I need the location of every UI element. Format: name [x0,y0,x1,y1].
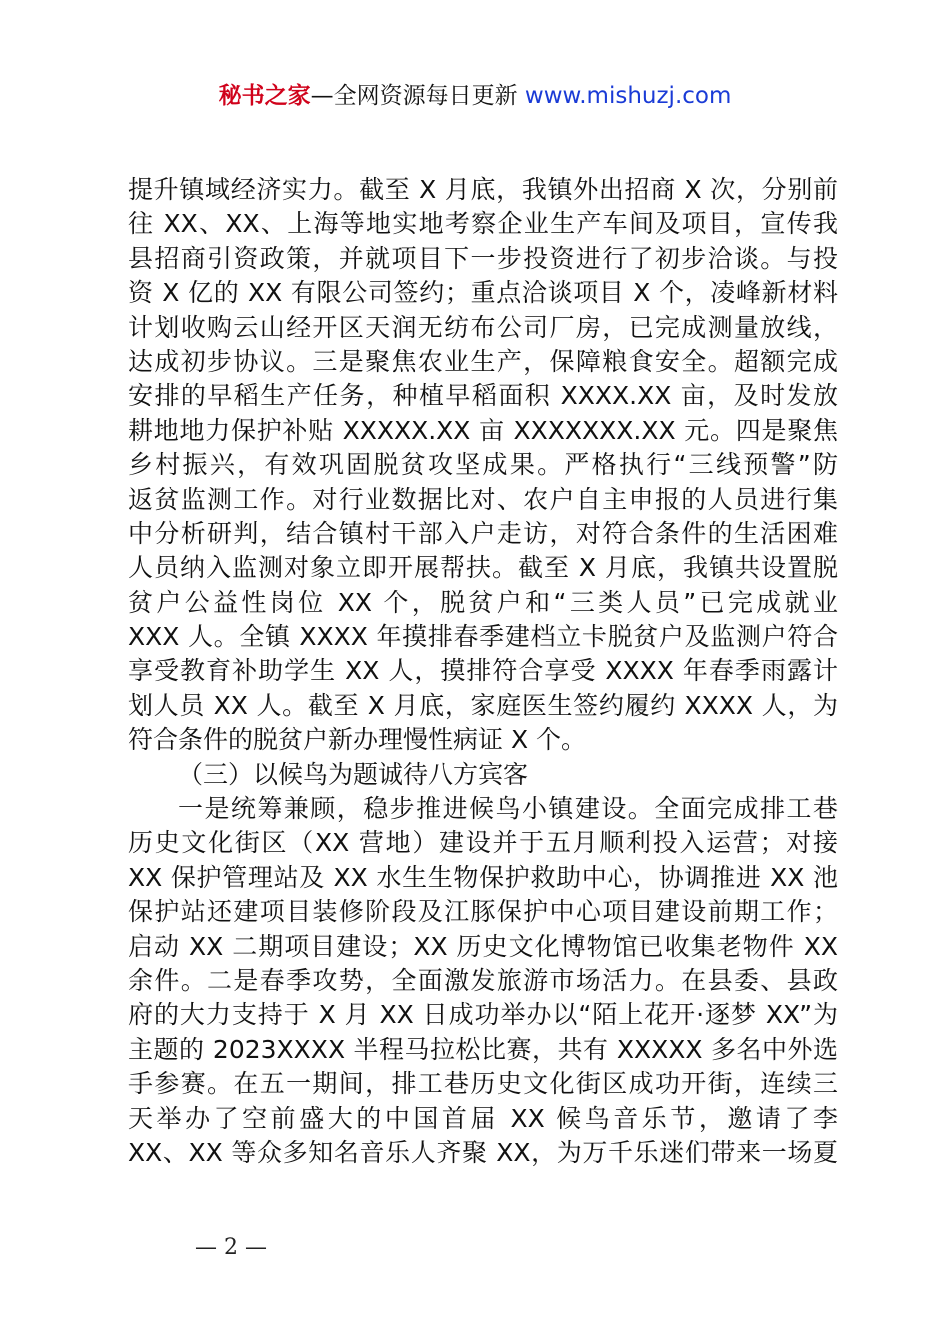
text-line: 天举办了空前盛大的中国首届 XX 候鸟音乐节，邀请了李 [128,1103,838,1133]
text-line: 贫户公益性岗位 XX 个，脱贫户和“三类人员”已完成就业 [128,587,838,617]
text-line: 人员纳入监测对象立即开展帮扶。截至 X 月底，我镇共设置脱 [128,553,838,583]
text-line: 县招商引资政策，并就项目下一步投资进行了初步洽谈。与投 [128,243,838,273]
text-line: 府的大力支持于 X 月 XX 日成功举办以“陌上花开·逐梦 XX”为 [128,1000,838,1030]
text-line: 主题的 2023XXXX 半程马拉松比赛，共有 XXXXX 多名中外选 [128,1034,838,1064]
text-line: 保护站还建项目装修阶段及江豚保护中心项目建设前期工作； [128,897,838,927]
text-line: 资 X 亿的 XX 有限公司签约；重点洽谈项目 X 个，凌峰新材料 [128,278,838,308]
text-line: 中分析研判，结合镇村干部入户走访，对符合条件的生活困难 [128,518,838,548]
text-line: 享受教育补助学生 XX 人，摸排符合享受 XXXX 年春季雨露计 [128,656,838,686]
text-line: 一是统筹兼顾，稳步推进候鸟小镇建设。全面完成排工巷 [178,794,838,824]
text-line: 返贫监测工作。对行业数据比对、农户自主申报的人员进行集 [128,484,838,514]
text-line: 划人员 XX 人。截至 X 月底，家庭医生签约履约 XXXX 人，为 [128,690,838,720]
page-number: — 2 — [195,1235,267,1260]
text-line: XXX 人。全镇 XXXX 年摸排春季建档立卡脱贫户及监测户符合 [128,622,838,652]
text-line: 余件。二是春季攻势，全面激发旅游市场活力。在县委、县政 [128,965,838,995]
text-line: 乡村振兴，有效巩固脱贫攻坚成果。严格执行“三线预警”防 [128,450,838,480]
text-line: 耕地地力保护补贴 XXXXX.XX 亩 XXXXXXX.XX 元。四是聚焦 [128,415,838,445]
text-line: 安排的早稻生产任务，种植早稻面积 XXXX.XX 亩，及时发放 [128,381,838,411]
document-body [128,173,838,1170]
text-line: 手参赛。在五一期间，排工巷历史文化街区成功开街，连续三 [128,1069,838,1099]
text-line: 提升镇域经济实力。截至 X 月底，我镇外出招商 X 次，分别前 [128,175,838,204]
text-line: 计划收购云山经开区天润无纺布公司厂房，已完成测量放线， [128,312,838,342]
site-url-link[interactable]: www.mishuzj.com [524,83,732,109]
text-line: 达成初步协议。三是聚焦农业生产，保障粮食安全。超额完成 [128,346,838,376]
text-line: 历史文化街区（XX 营地）建设并于五月顺利投入运营；对接 [128,828,838,858]
text-line: 往 XX、XX、上海等地实地考察企业生产车间及项目，宣传我 [128,209,838,239]
paragraph-end-line: 符合条件的脱贫户新办理慢性病证 X 个。 [128,725,587,755]
site-tagline: —全网资源每日更新 [310,83,518,109]
text-line: 启动 XX 二期项目建设；XX 历史文化博物馆已收集老物件 XX [128,931,838,961]
site-brand: 秘书之家 [218,83,311,109]
section-heading: （三）以候鸟为题诚待八方宾客 [178,759,529,789]
text-line: XX、XX 等众多知名音乐人齐聚 XX，为万千乐迷们带来一场夏 [128,1137,838,1167]
text-line: XX 保护管理站及 XX 水生生物保护救助中心，协调推进 XX 池 [128,862,838,892]
site-header [0,80,950,112]
